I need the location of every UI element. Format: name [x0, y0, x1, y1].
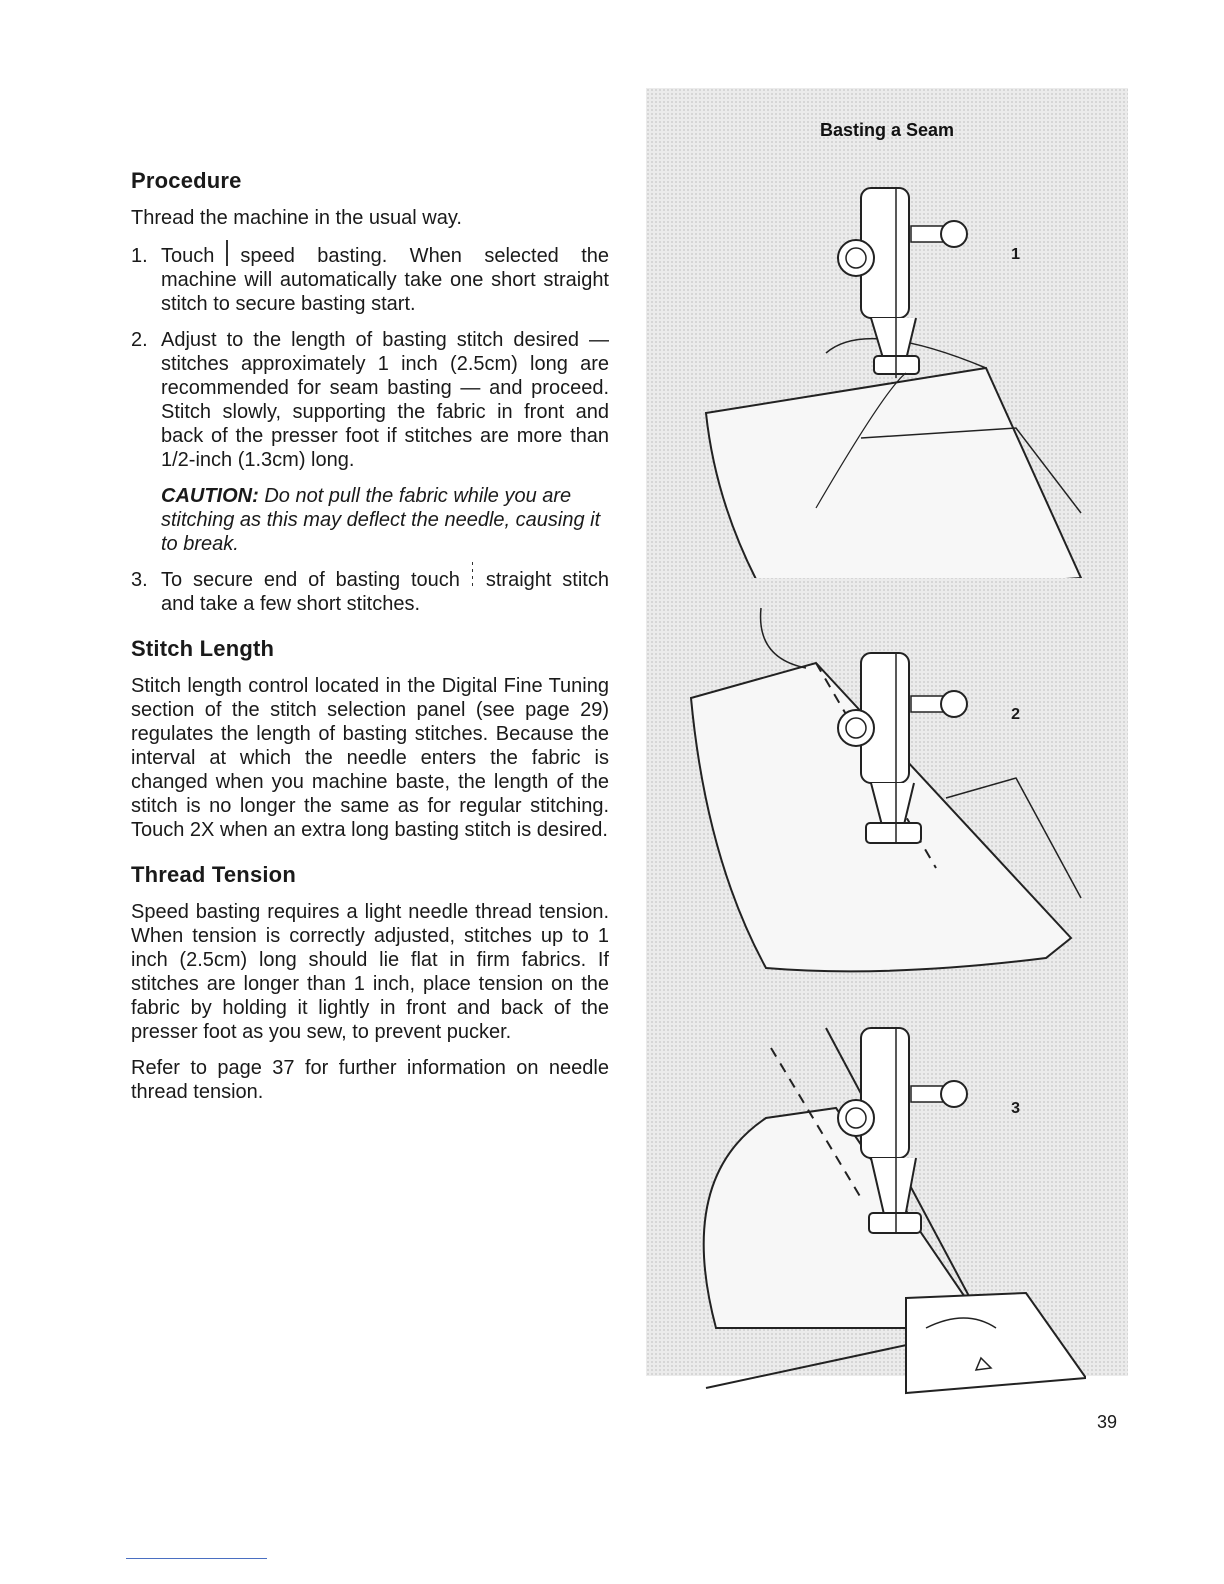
step-text-after: straight stitch and take a few short stitches. [161, 569, 609, 615]
page-number: 39 [1097, 1412, 1118, 1432]
thread-tension-section [131, 862, 609, 1104]
thread-tension-heading: Thread Tension [131, 862, 296, 887]
step-number: 1. [131, 245, 148, 267]
basting-illustration-2 [686, 598, 1086, 998]
thread-tension-text: Speed basting requires a light needle thread tension. When tension is correctly adjusted, stitches up to 1 inch (2.5cm) long should lie flat in firm fabrics. If stitches are longer than 1 inch, place tension on the fabric by holding it lightly in front and back of the presser foot as you sew, to prevent pucker. [131, 901, 609, 1043]
step-text-before: To secure end of basting touch [161, 569, 460, 591]
procedure-step-1 [131, 244, 609, 316]
procedure-step-3 [131, 568, 609, 616]
basting-illustration-3 [686, 1008, 1086, 1408]
figure-label-3: 3 [1011, 1100, 1020, 1117]
figure-label-1: 1 [1011, 246, 1020, 263]
stitch-length-heading: Stitch Length [131, 636, 275, 661]
step-text-before: Touch [161, 245, 215, 267]
caution-note [131, 484, 609, 556]
caution-text: Do not pull the fabric while you are stitching as this may deflect the needle, causing it to break. [161, 485, 601, 555]
stitch-length-section [131, 636, 609, 842]
basting-illustration-1 [686, 178, 1086, 578]
figure-label-2: 2 [1011, 706, 1020, 723]
step-number: 3. [131, 569, 148, 591]
procedure-step-2 [131, 328, 609, 472]
procedure-heading: Procedure [131, 168, 242, 193]
footer-divider [126, 1558, 267, 1559]
figure-panel [646, 88, 1128, 1376]
procedure-steps [131, 244, 609, 472]
figure-title: Basting a Seam [819, 120, 955, 140]
straight-stitch-icon [466, 568, 480, 590]
text-column [131, 168, 609, 1116]
stitch-length-text: Stitch length control located in the Digital Fine Tuning section of the stitch selection panel (see page 29) regulates the length of basting stitches. Because the interval at which the needle enters the fabric is changed when you machine baste, the length of the stitch is no longer the same as for regular stitching. Touch 2X when an extra long basting stitch is desired. [131, 675, 609, 841]
procedure-steps-cont [131, 568, 609, 616]
step-number: 2. [131, 329, 148, 351]
procedure-intro: Thread the machine in the usual way. [131, 207, 462, 229]
thread-tension-reference: Refer to page 37 for further information on needle thread tension. [131, 1057, 609, 1103]
caution-label: CAUTION: [161, 485, 259, 507]
speed-basting-icon [220, 244, 234, 266]
step-text-after: speed basting. When selected the machine will automatically take one short straight stitch to secure basting start. [161, 245, 609, 315]
step-text: Adjust to the length of basting stitch desired — stitches approximately 1 inch (2.5cm) long are recommended for seam basting — and proceed. Stitch slowly, supporting the fabric in front and back of the presser foot if stitches are more than 1/2-inch (1.3cm) long. [161, 329, 609, 471]
